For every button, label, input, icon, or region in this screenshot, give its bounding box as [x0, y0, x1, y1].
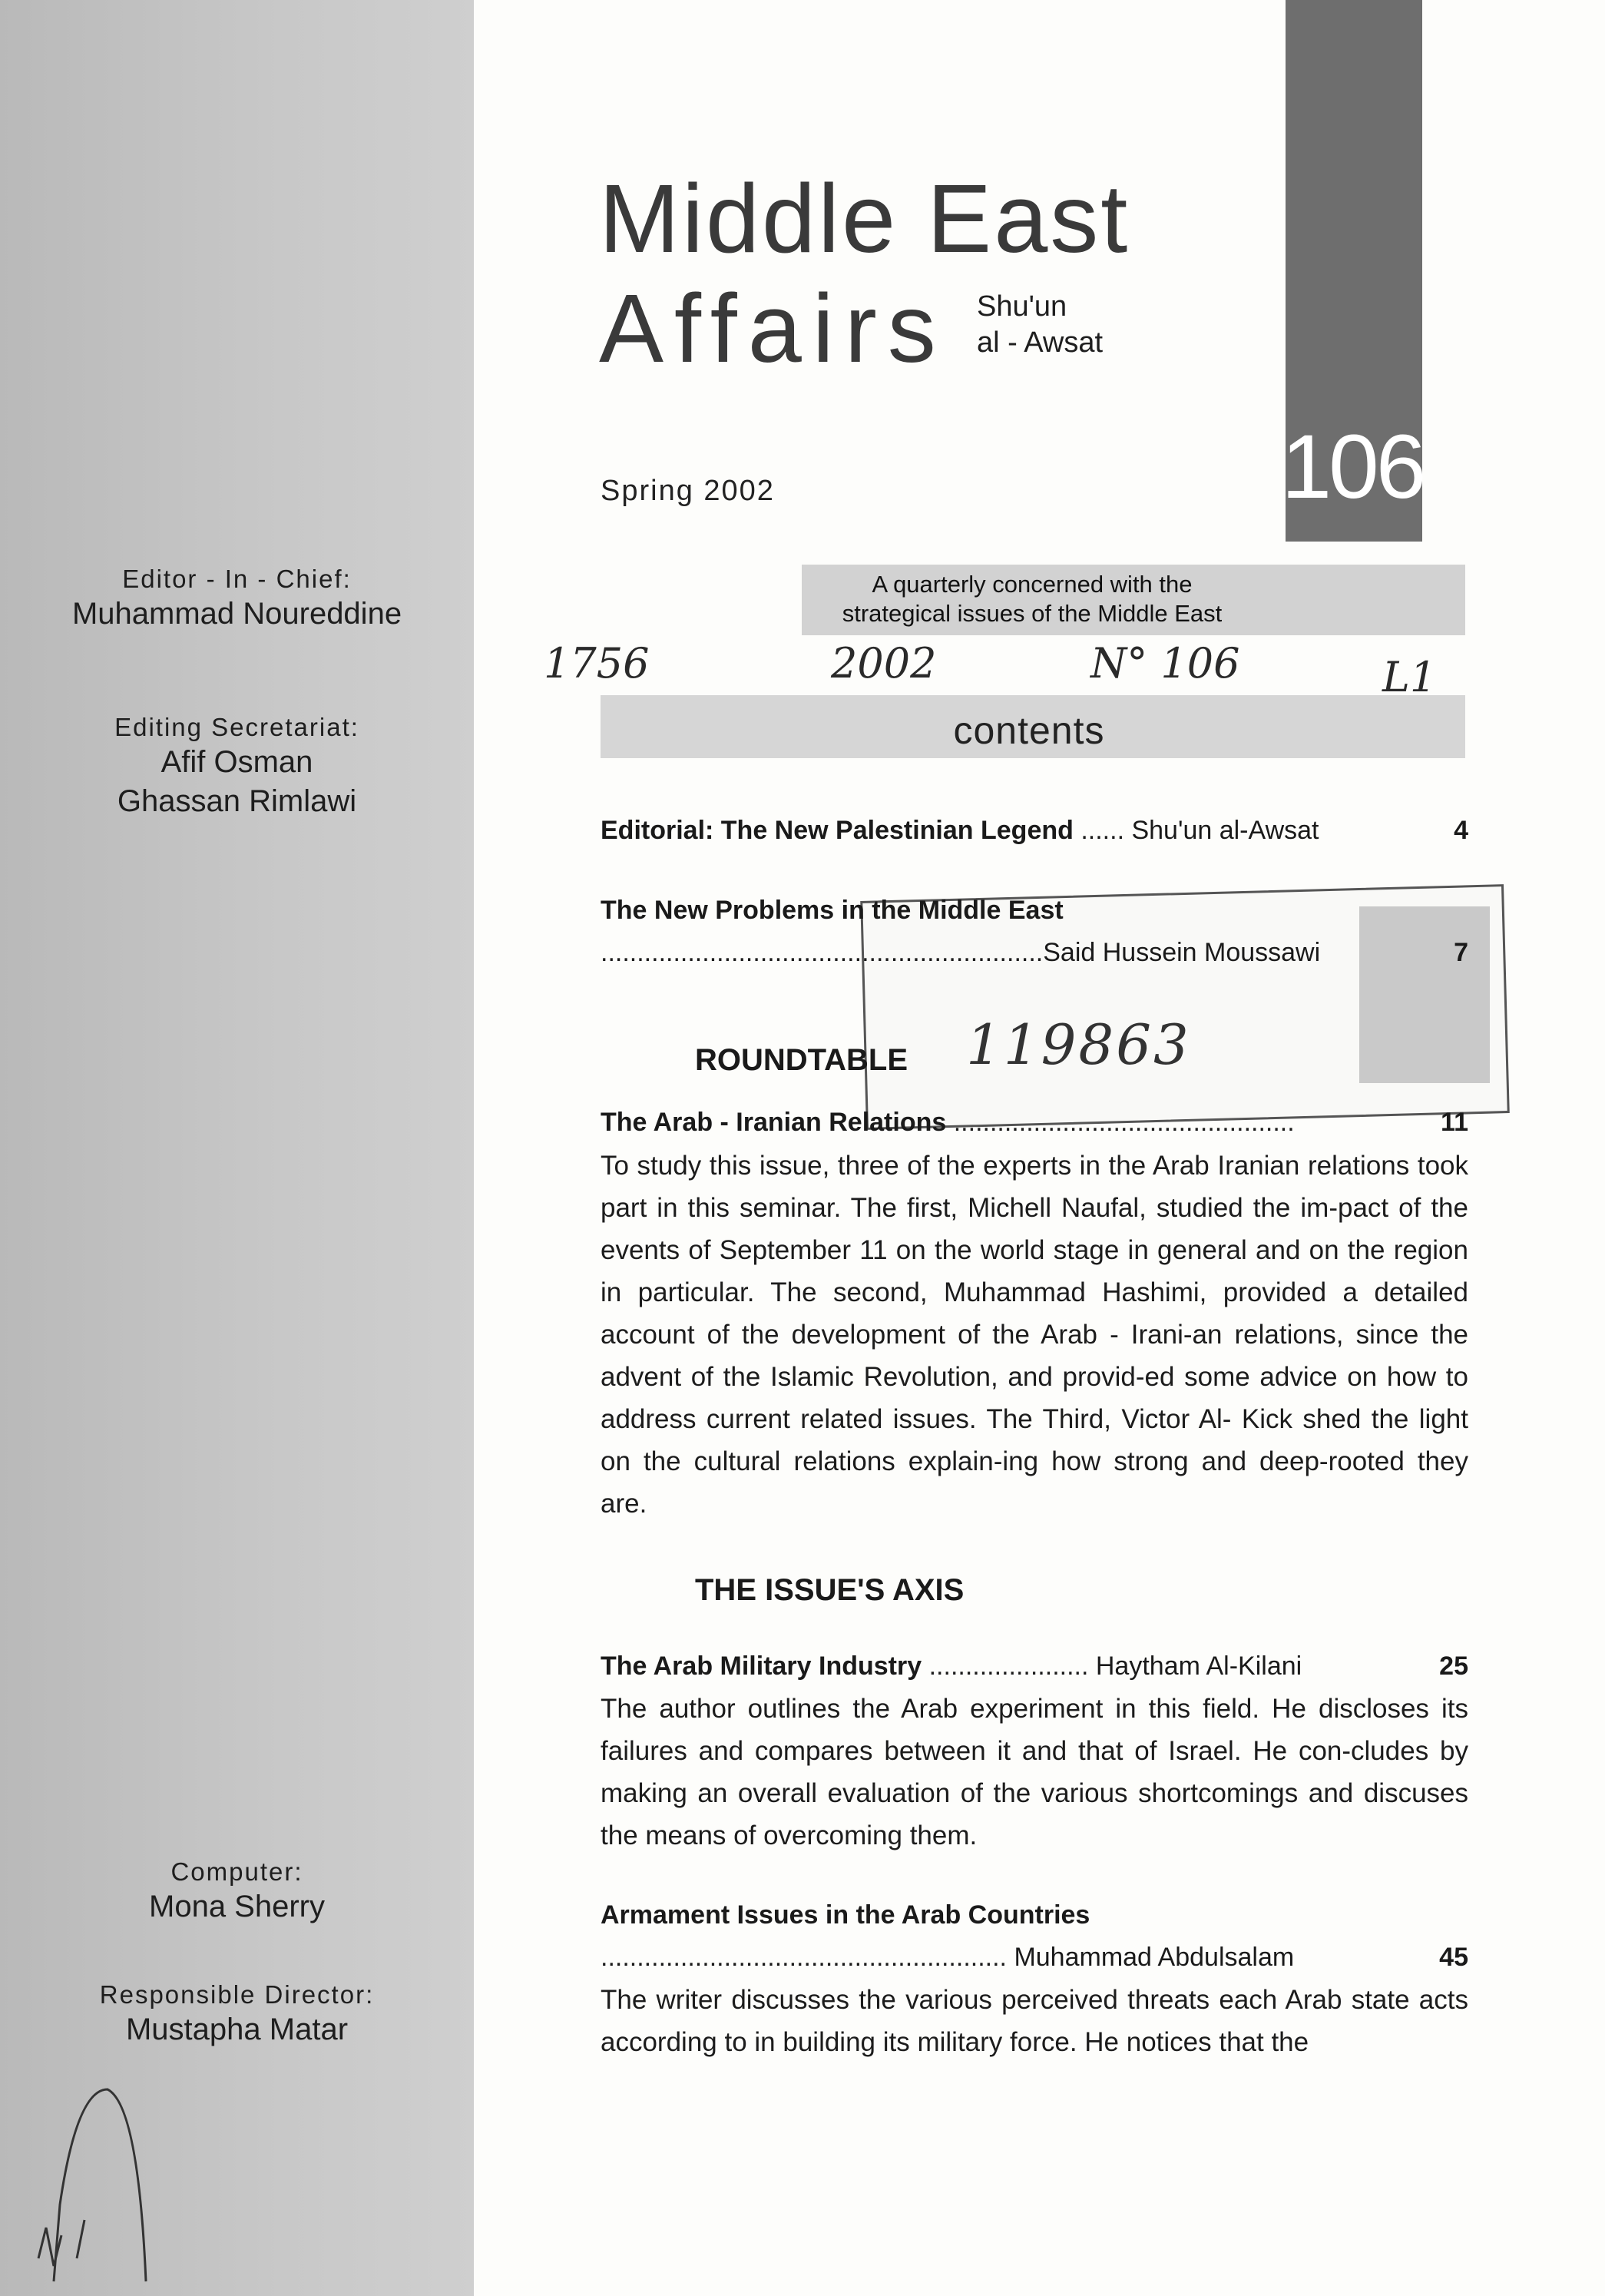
toc-entry-problems [601, 890, 1468, 974]
toc-page: 7 [1454, 938, 1468, 967]
toc-author: Shu'un al-Awsat [1131, 816, 1319, 845]
toc-author: Haytham Al-Kilani [1095, 1652, 1302, 1681]
handwritten-ref: 1756 [544, 639, 650, 687]
toc-leader: ...................... [922, 1652, 1096, 1681]
toc-author: Said Hussein Moussawi [1043, 938, 1321, 967]
masthead-secretariat [0, 713, 474, 819]
masthead-role: Responsible Director: [99, 1980, 375, 2009]
masthead-role: Computer: [170, 1857, 303, 1886]
toc-title: Editorial: The New Palestinian Legend [601, 816, 1074, 845]
toc-entry-editorial [601, 810, 1468, 852]
issue-number: 106 [1281, 416, 1424, 518]
masthead-name: Mona Sherry [149, 1890, 325, 1923]
toc-summary-arab-iranian: To study this issue, three of the experts in the Arab Iranian relations took part in this seminar. The first, Michell Naufal, studied the im-pact of the events of September 11 on the world stage in general and on the region in particular. The second, Muhammad Hashimi, provided a detailed account of the development of the Arab - Irani-an relations, since the advent of the Islamic Revolution, and provid-ed some advice on how to address current related issues. The Third, Victor Al- Kick shed the light on the cultural relations explain-ing how strong and deep-rooted they are. [601, 1151, 1468, 1519]
masthead-name: Ghassan Rimlawi [117, 784, 357, 818]
toc-summary-military: The author outlines the Arab experiment in this field. He discloses its failures and compares between it and that of Israel. He con-cludes by making an overall evaluation of the various shortcomings and discuses the means of overcoming them. [601, 1694, 1468, 1850]
handwritten-year: 2002 [831, 639, 937, 687]
masthead-role: Editor - In - Chief: [122, 565, 352, 593]
toc-title: The Arab Military Industry [601, 1652, 922, 1681]
tagline-line1: A quarterly concerned with the [872, 571, 1193, 598]
masthead-computer [0, 1857, 474, 1924]
masthead-name: Afif Osman [160, 745, 313, 779]
masthead-name: Muhammad Noureddine [71, 597, 402, 631]
toc-page: 11 [1441, 1108, 1468, 1137]
signature-scribble [23, 2059, 177, 2289]
toc-title: The New Problems in the Middle East [601, 896, 1064, 925]
journal-title-line2: Affairs [599, 274, 947, 383]
toc-author: Muhammad Abdulsalam [1014, 1943, 1295, 1972]
toc-title: Armament Issues in the Arab Countries [601, 1900, 1090, 1930]
masthead-role: Editing Secretariat: [114, 713, 359, 741]
toc-leader: ........................................................ [601, 1943, 1014, 1972]
arabic-title-line2: al - Awsat [977, 326, 1104, 359]
section-heading-axis: THE ISSUE'S AXIS [695, 1573, 965, 1607]
toc-page: 25 [1439, 1652, 1468, 1681]
toc-summary-armament: The writer discusses the various perceived threats each Arab state acts according to in building its military force. He notices that the [601, 1985, 1468, 2057]
toc-page: 4 [1454, 816, 1468, 845]
masthead-director [0, 1980, 474, 2047]
toc-title: The Arab - Iranian Relations [601, 1108, 947, 1137]
toc-leader: ............................................... [946, 1108, 1295, 1137]
masthead-name: Mustapha Matar [125, 2013, 349, 2046]
toc-entry-armament [601, 1894, 1468, 1979]
toc-entry-arab-iranian [601, 1102, 1468, 1144]
issue-date: Spring 2002 [601, 475, 775, 507]
arabic-title-line1: Shu'un [977, 290, 1067, 323]
tagline [802, 570, 1262, 628]
section-heading-roundtable: ROUNDTABLE [695, 1043, 908, 1077]
toc-leader: ...... [1073, 816, 1132, 845]
tagline-line2: strategical issues of the Middle East [842, 600, 1223, 627]
handwritten-issue: N° 106 [1090, 639, 1240, 687]
toc-leader: ............................................................. [601, 938, 1044, 967]
contents-heading: contents [953, 709, 1105, 752]
toc-page: 45 [1439, 1943, 1468, 1972]
toc-entry-military [601, 1645, 1468, 1688]
masthead-editor [0, 565, 474, 631]
stamp-number: 119863 [966, 1012, 1191, 1077]
journal-title-line1: Middle East [599, 164, 1130, 273]
handwritten-code: L1 [1382, 653, 1437, 701]
left-gray-band [0, 0, 474, 2296]
